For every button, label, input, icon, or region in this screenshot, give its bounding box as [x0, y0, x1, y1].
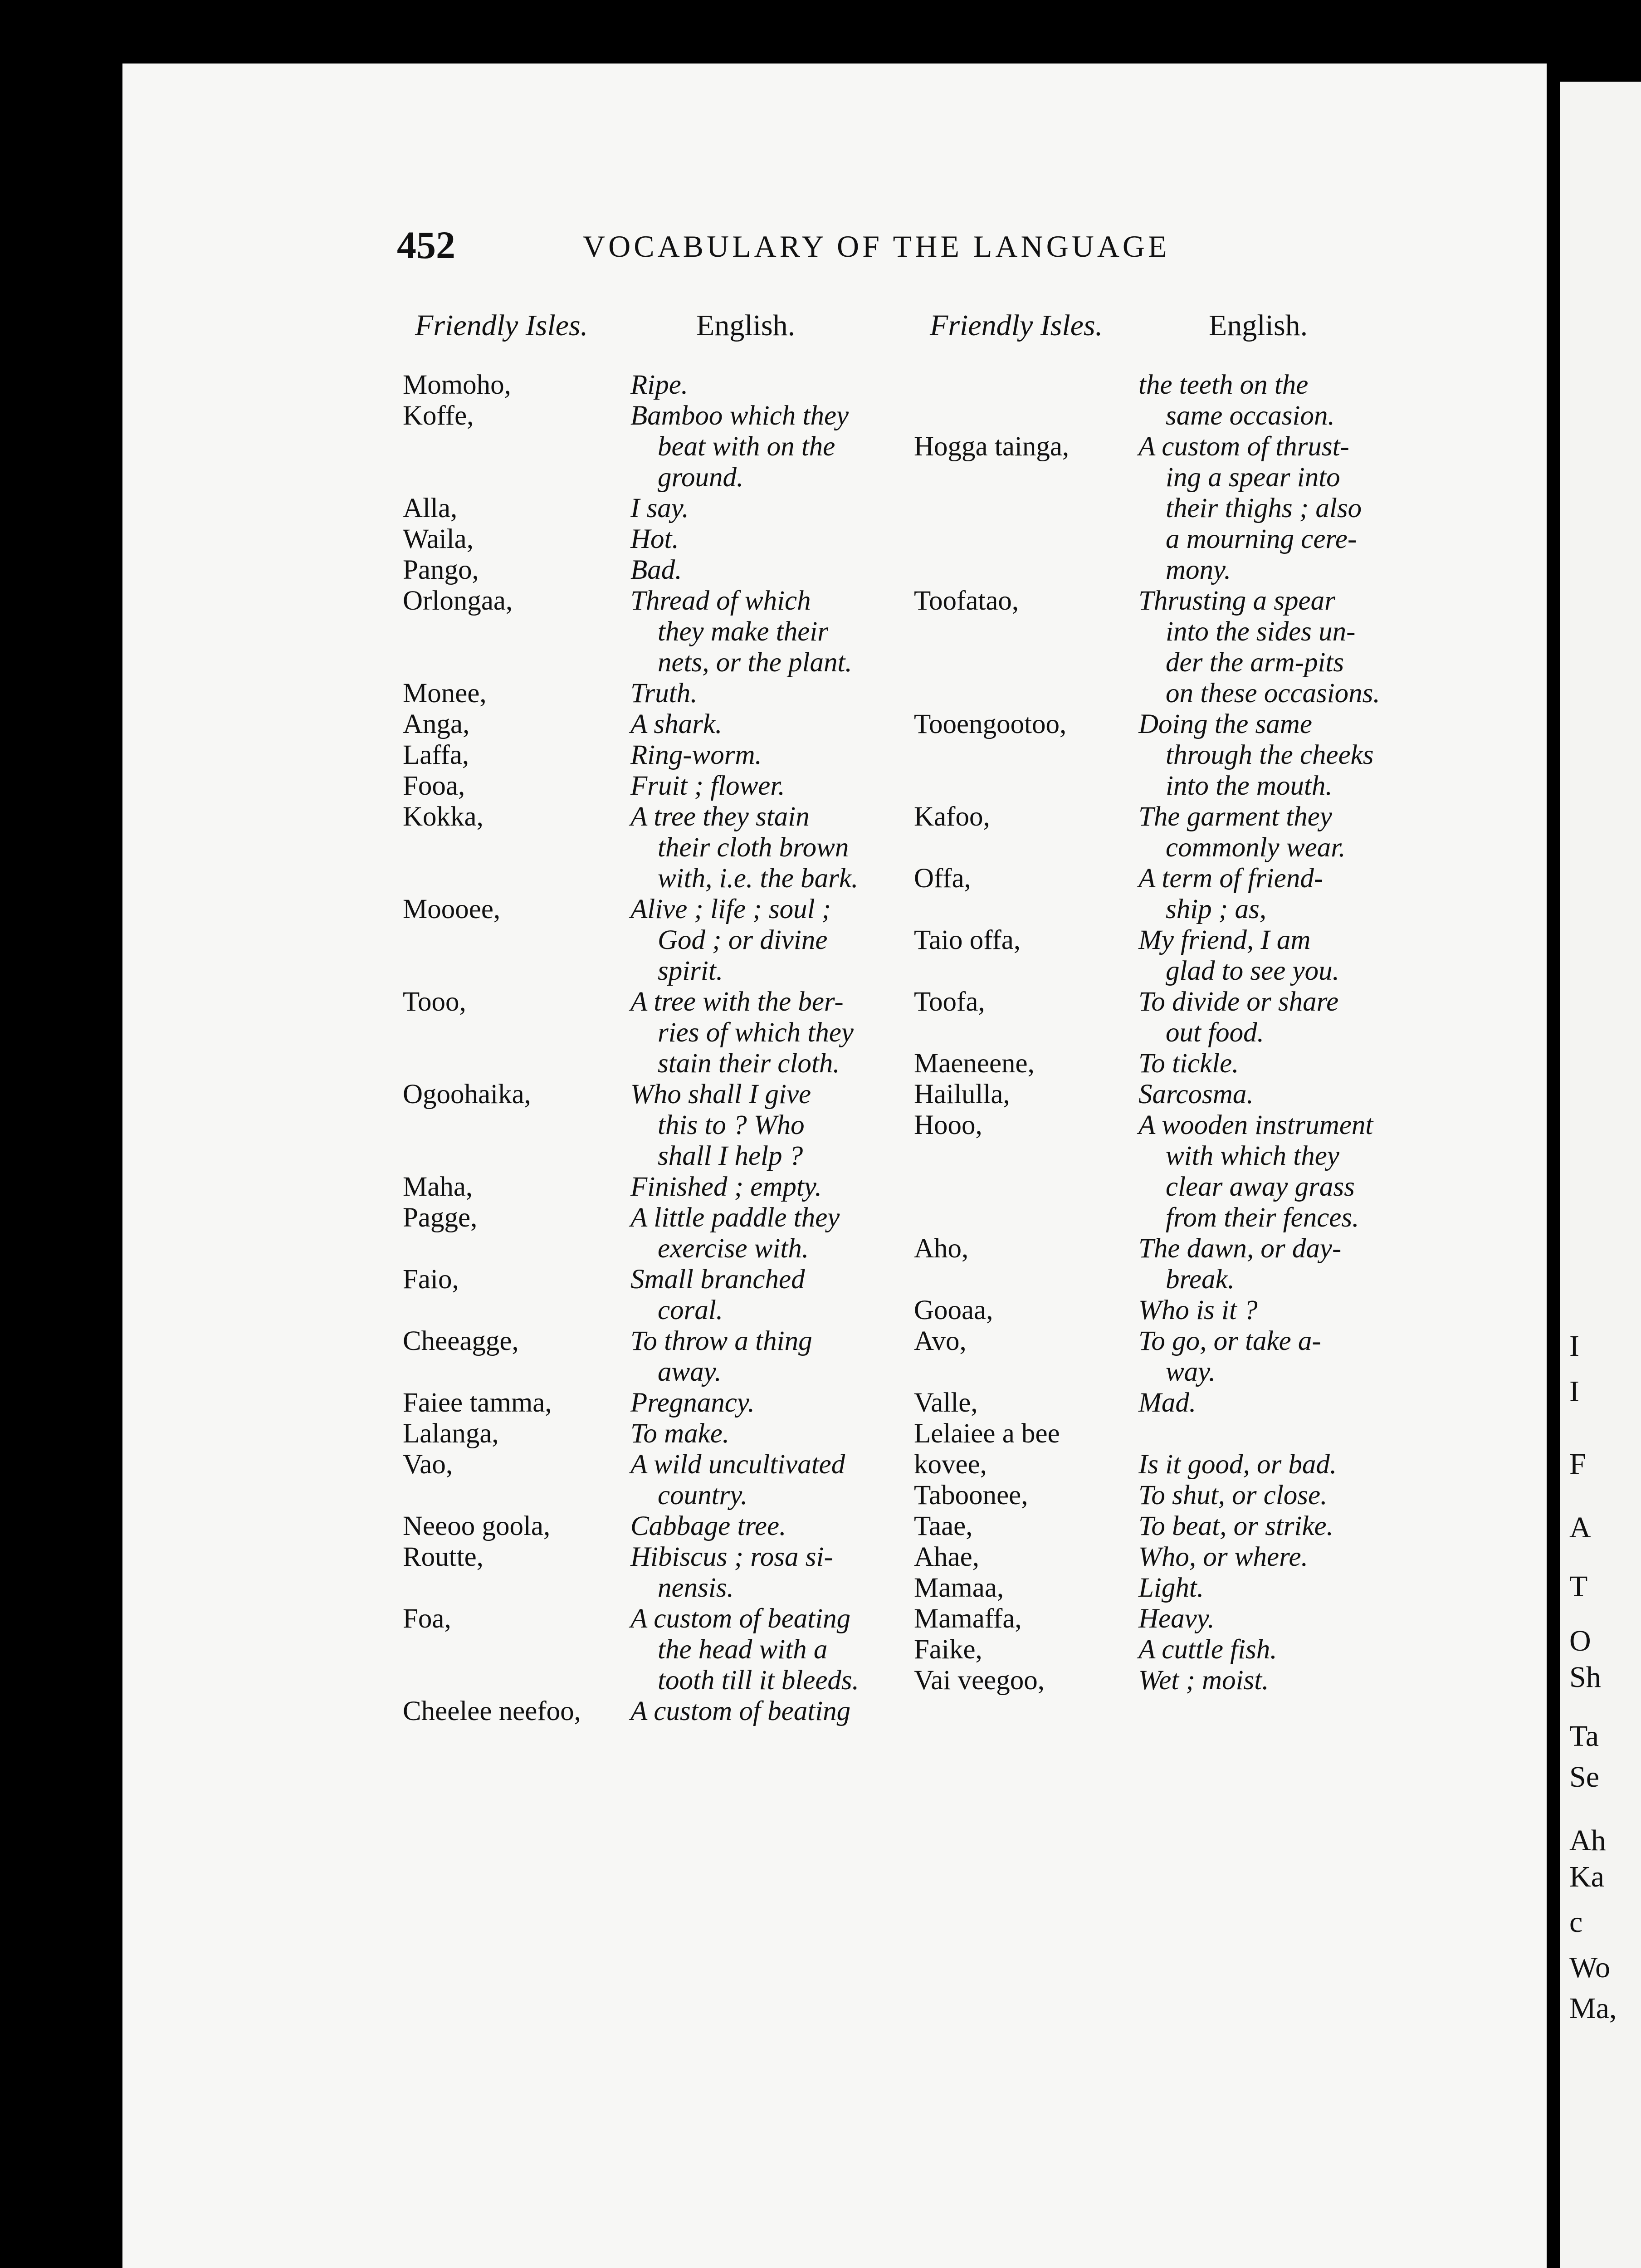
left-term: Orlongaa,	[403, 586, 513, 616]
left-definition: God ; or divine	[658, 925, 828, 955]
right-term: Ahae,	[914, 1542, 979, 1572]
right-definition: To divide or share	[1138, 987, 1339, 1017]
left-definition: their cloth brown	[658, 832, 849, 863]
right-term: Taboonee,	[914, 1480, 1028, 1510]
left-definition: Truth.	[630, 678, 698, 709]
left-definition: A custom of beating	[630, 1696, 851, 1726]
right-definition: Heavy.	[1138, 1603, 1215, 1634]
left-term: Vao,	[403, 1449, 453, 1480]
left-definition: Who shall I give	[630, 1079, 811, 1110]
left-definition: Finished ; empty.	[630, 1172, 822, 1202]
next-page-fragment: F	[1569, 1447, 1586, 1481]
right-definition: on these occasions.	[1166, 678, 1380, 709]
next-page-fragment: c	[1569, 1906, 1583, 1939]
right-definition: Who is it ?	[1138, 1295, 1258, 1325]
right-term: Hailulla,	[914, 1079, 1010, 1110]
right-definition: Mad.	[1138, 1388, 1197, 1418]
left-definition: Bamboo which they	[630, 401, 849, 431]
right-definition: mony.	[1166, 555, 1231, 585]
next-page-fragment: I	[1569, 1375, 1579, 1408]
left-definition: A shark.	[630, 709, 723, 739]
left-definition: shall I help ?	[658, 1141, 803, 1171]
left-definition: with, i.e. the bark.	[658, 863, 859, 894]
left-definition: coral.	[658, 1295, 723, 1325]
left-definition: Hot.	[630, 524, 679, 554]
left-definition: To make.	[630, 1418, 730, 1449]
right-definition: A cuttle fish.	[1138, 1634, 1277, 1665]
next-page-fragment: I	[1569, 1330, 1579, 1363]
right-definition: same occasion.	[1166, 401, 1335, 431]
right-definition: der the arm-pits	[1166, 647, 1344, 678]
right-term: Mamaffa,	[914, 1603, 1022, 1634]
right-definition: ship ; as,	[1166, 894, 1266, 924]
left-term: Neeoo goola,	[403, 1511, 551, 1541]
left-definition: ground.	[658, 462, 744, 493]
right-definition: break.	[1166, 1264, 1235, 1295]
right-term: Taae,	[914, 1511, 973, 1541]
left-term: Tooo,	[403, 987, 466, 1017]
right-definition: My friend, I am	[1138, 925, 1311, 955]
right-definition: The garment they	[1138, 802, 1332, 832]
left-definition: To throw a thing	[630, 1326, 812, 1356]
right-definition: a mourning cere-	[1166, 524, 1357, 554]
left-term: Pango,	[403, 555, 479, 585]
right-definition: clear away grass	[1166, 1172, 1355, 1202]
right-term: Toofa,	[914, 987, 985, 1017]
left-term: Momoho,	[403, 370, 511, 400]
left-term: Cheelee neefoo,	[403, 1696, 581, 1726]
left-definition: Hibiscus ; rosa si-	[630, 1542, 833, 1572]
left-definition: tooth till it bleeds.	[658, 1665, 859, 1696]
right-definition: To shut, or close.	[1138, 1480, 1328, 1510]
right-term: Valle,	[914, 1388, 978, 1418]
left-term: Laffa,	[403, 740, 469, 770]
right-definition: the teeth on the	[1138, 370, 1309, 400]
right-term: kovee,	[914, 1449, 987, 1480]
left-term: Moooee,	[403, 894, 501, 924]
running-title: VOCABULARY OF THE LANGUAGE	[583, 229, 1170, 264]
left-term: Kokka,	[403, 802, 484, 832]
right-term: Aho,	[914, 1233, 969, 1264]
right-definition: To beat, or strike.	[1138, 1511, 1333, 1541]
left-definition: Pregnancy.	[630, 1388, 755, 1418]
left-term: Routte,	[403, 1542, 484, 1572]
left-definition: Ripe.	[630, 370, 689, 400]
left-term: Ogoohaika,	[403, 1079, 531, 1110]
left-term: Faio,	[403, 1264, 459, 1295]
next-page-fragment: Ma,	[1569, 1992, 1617, 2025]
left-term: Lalanga,	[403, 1418, 499, 1449]
left-term: Pagge,	[403, 1202, 478, 1233]
left-term: Maha,	[403, 1172, 473, 1202]
right-term: Hogga tainga,	[914, 431, 1070, 462]
right-term: Faike,	[914, 1634, 982, 1665]
right-term: Mamaa,	[914, 1573, 1004, 1603]
left-definition: Small branched	[630, 1264, 805, 1295]
right-term: Toofatao,	[914, 586, 1019, 616]
left-term: Foa,	[403, 1603, 451, 1634]
right-term: Maeneene,	[914, 1048, 1035, 1079]
left-term: Waila,	[403, 524, 474, 554]
left-definition: away.	[658, 1357, 722, 1387]
right-term: Offa,	[914, 863, 971, 894]
next-page-fragment: Ta	[1569, 1720, 1599, 1753]
left-term: Alla,	[403, 493, 458, 523]
left-term: Koffe,	[403, 401, 474, 431]
right-term: Lelaiee a bee	[914, 1418, 1060, 1449]
right-definition: The dawn, or day-	[1138, 1233, 1342, 1264]
next-page-fragment: Sh	[1569, 1661, 1601, 1694]
right-definition: Wet ; moist.	[1138, 1665, 1269, 1696]
right-definition: into the sides un-	[1166, 616, 1356, 647]
right-definition: out food.	[1166, 1017, 1264, 1048]
next-page-fragment: Se	[1569, 1760, 1599, 1794]
right-definition: Who, or where.	[1138, 1542, 1308, 1572]
left-definition: nets, or the plant.	[658, 647, 852, 678]
left-definition: Alive ; life ; soul ;	[630, 894, 831, 924]
left-definition: exercise with.	[658, 1233, 809, 1264]
right-definition: A wooden instrument	[1138, 1110, 1373, 1140]
right-definition: commonly wear.	[1166, 832, 1346, 863]
left-term: Monee,	[403, 678, 487, 709]
right-definition: Is it good, or bad.	[1138, 1449, 1337, 1480]
right-definition: ing a spear into	[1166, 462, 1340, 493]
left-definition: beat with on the	[658, 431, 835, 462]
left-definition: country.	[658, 1480, 748, 1510]
left-definition: Ring-worm.	[630, 740, 762, 770]
right-definition: through the cheeks	[1166, 740, 1374, 770]
left-definition: ries of which they	[658, 1017, 854, 1048]
left-definition: they make their	[658, 616, 829, 647]
right-definition: glad to see you.	[1166, 956, 1339, 986]
left-definition: this to ? Who	[658, 1110, 805, 1140]
left-definition: A custom of beating	[630, 1603, 851, 1634]
left-definition: A wild uncultivated	[630, 1449, 845, 1480]
right-definition: Sarcosma.	[1138, 1079, 1254, 1110]
column-header-friendly-isles-right: Friendly Isles.	[930, 309, 1103, 342]
right-definition: To go, or take a-	[1138, 1326, 1321, 1356]
left-definition: the head with a	[658, 1634, 828, 1665]
left-definition: Fruit ; flower.	[630, 771, 785, 801]
right-definition: from their fences.	[1166, 1202, 1359, 1233]
next-page-fragment: O	[1569, 1624, 1591, 1657]
next-page-fragment: Ah	[1569, 1824, 1606, 1857]
next-page-fragment: Ka	[1569, 1860, 1604, 1893]
left-term: Fooa,	[403, 771, 465, 801]
right-definition: way.	[1166, 1357, 1216, 1387]
column-header-english-left: English.	[696, 309, 796, 342]
right-definition: with which they	[1166, 1141, 1339, 1171]
left-definition: Cabbage tree.	[630, 1511, 786, 1541]
next-page-fragment: Wo	[1569, 1951, 1611, 1984]
column-header-friendly-isles-left: Friendly Isles.	[415, 309, 588, 342]
left-term: Anga,	[403, 709, 470, 739]
left-definition: nensis.	[658, 1573, 734, 1603]
right-definition: Doing the same	[1138, 709, 1312, 739]
next-page-fragment: T	[1569, 1570, 1588, 1603]
left-definition: Bad.	[630, 555, 682, 585]
right-definition: A custom of thrust-	[1138, 431, 1349, 462]
left-definition: A tree with the ber-	[630, 987, 844, 1017]
left-definition: stain their cloth.	[658, 1048, 840, 1079]
right-definition: To tickle.	[1138, 1048, 1239, 1079]
next-page-fragment: A	[1569, 1511, 1591, 1544]
left-term: Faiee tamma,	[403, 1388, 552, 1418]
left-definition: A tree they stain	[630, 802, 810, 832]
right-definition: Thrusting a spear	[1138, 586, 1335, 616]
right-term: Avo,	[914, 1326, 967, 1356]
right-term: Taio offa,	[914, 925, 1021, 955]
left-definition: spirit.	[658, 956, 723, 986]
right-definition: their thighs ; also	[1166, 493, 1362, 523]
right-definition: A term of friend-	[1138, 863, 1324, 894]
right-term: Kafoo,	[914, 802, 990, 832]
column-header-english-right: English.	[1209, 309, 1308, 342]
left-definition: I say.	[630, 493, 689, 523]
left-term: Cheeagge,	[403, 1326, 519, 1356]
right-definition: Light.	[1138, 1573, 1204, 1603]
right-definition: into the mouth.	[1166, 771, 1333, 801]
right-term: Hooo,	[914, 1110, 982, 1140]
right-term: Vai veegoo,	[914, 1665, 1045, 1696]
right-term: Gooaa,	[914, 1295, 993, 1325]
left-definition: Thread of which	[630, 586, 811, 616]
right-term: Tooengootoo,	[914, 709, 1067, 739]
left-definition: A little paddle they	[630, 1202, 840, 1233]
page-number: 452	[397, 223, 455, 267]
